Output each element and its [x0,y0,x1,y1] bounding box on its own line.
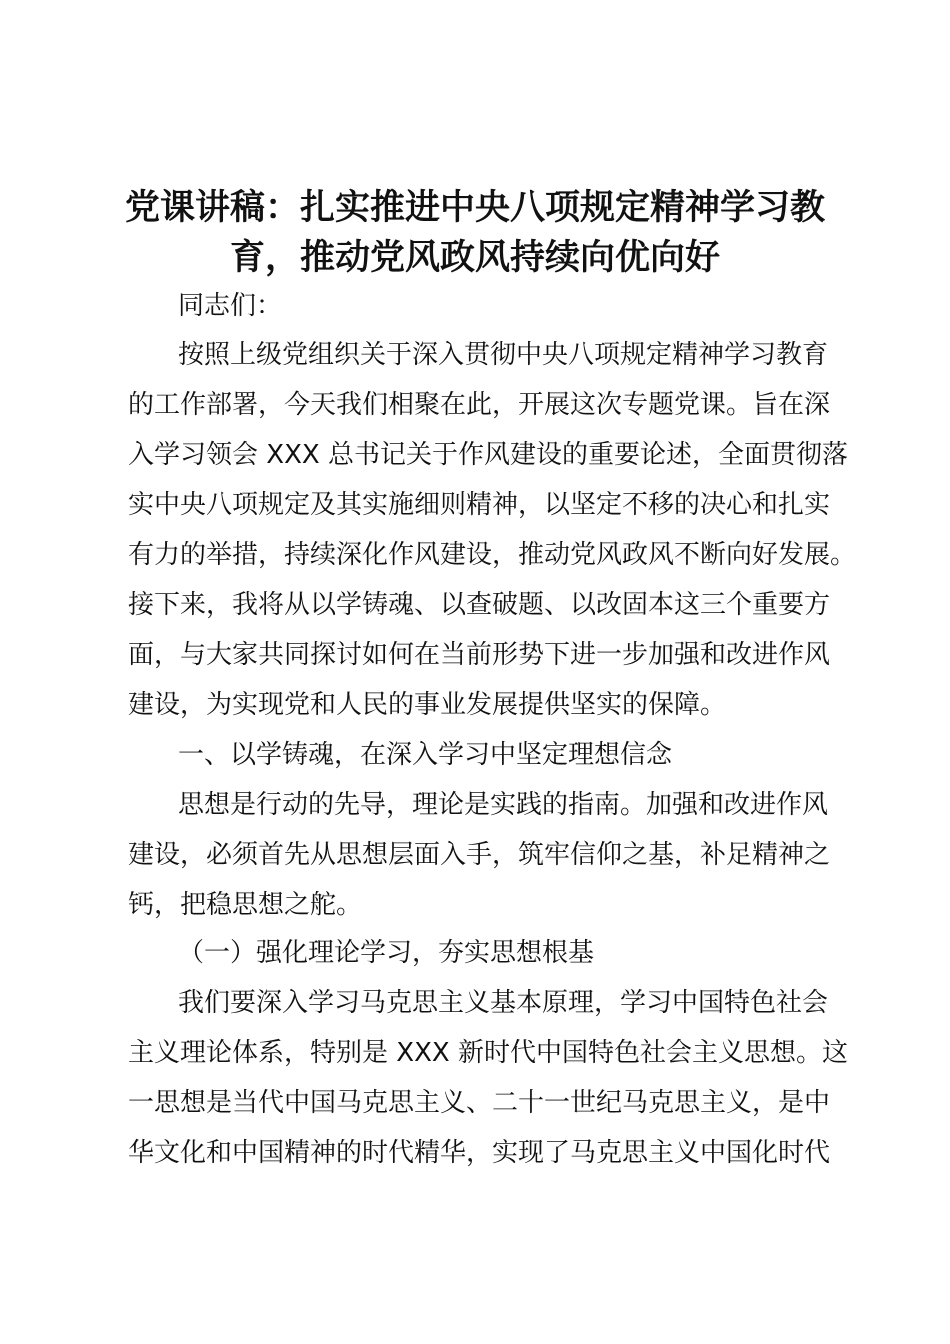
document-title [100,183,850,283]
paragraph-line: 思想是行动的先导，理论是实践的指南。加强和改进作风 [178,790,829,820]
paragraph-line: 钙，把稳思想之舵。 [128,890,363,920]
paragraph-line: 建设，必须首先从思想层面入手，筑牢信仰之基，补足精神之 [128,840,831,870]
paragraph-line: 面，与大家共同探讨如何在当前形势下进一步加强和改进作风 [128,640,831,670]
paragraph-line: 一思想是当代中国马克思主义、二十一世纪马克思主义，是中 [128,1088,831,1118]
paragraph-line: 实中央八项规定及其实施细则精神，以坚定不移的决心和扎实 [128,490,831,520]
paragraph-line: 我们要深入学习马克思主义基本原理，学习中国特色社会 [178,988,829,1018]
paragraph-line: 主义理论体系，特别是 XXX 新时代中国特色社会主义思想。这 [128,1038,848,1068]
paragraph-line: 有力的举措，持续深化作风建设，推动党风政风不断向好发展。 [128,540,857,570]
section-heading: 一、以学铸魂，在深入学习中坚定理想信念 [178,740,673,770]
paragraph-line: 入学习领会 XXX 总书记关于作风建设的重要论述，全面贯彻落 [128,440,848,470]
paragraph-line: 接下来，我将从以学铸魂、以查破题、以改固本这三个重要方 [128,590,831,620]
paragraph-line: 的工作部署，今天我们相聚在此，开展这次专题党课。旨在深 [128,390,831,420]
subsection-heading: （一）强化理论学习，夯实思想根基 [178,938,595,968]
title-line-1: 党课讲稿：扎实推进中央八项规定精神学习教 [124,188,825,228]
salutation: 同志们： [178,291,283,321]
title-line-2: 育，推动党风政风持续向优向好 [229,238,720,278]
paragraph-line: 按照上级党组织关于深入贯彻中央八项规定精神学习教育 [178,340,829,370]
paragraph-line: 建设，为实现党和人民的事业发展提供坚实的保障。 [128,690,727,720]
paragraph-line: 华文化和中国精神的时代精华，实现了马克思主义中国化时代 [128,1138,831,1168]
